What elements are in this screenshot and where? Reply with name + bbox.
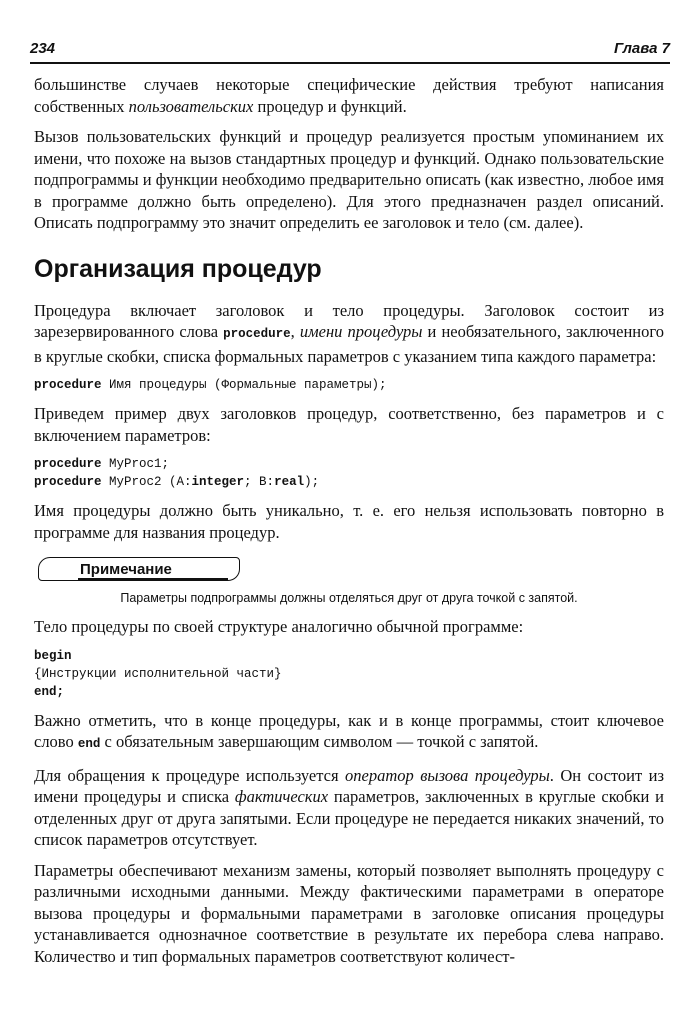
section-heading: Организация процедур [34, 254, 322, 283]
page-body [34, 74, 664, 976]
page-number: 234 [30, 40, 56, 57]
note-underline [78, 578, 228, 580]
running-header [30, 40, 670, 64]
paragraph: Важно отметить, что в конце процедуры, как и в конце программы, стоит ключевое слово end с обязательным завершающим символом — точкой с запятой. [34, 710, 664, 751]
paragraph: большинстве случаев некоторые специфические действия требуют написания собственных пользовательских процедур и функций. [34, 75, 664, 116]
code-block: begin {Инструкции исполнительной части} end; [34, 648, 282, 699]
code-block: procedure Имя процедуры (Формальные параметры); [34, 378, 387, 392]
paragraph: Тело процедуры по своей структуре аналогично обычной программе: [34, 617, 524, 636]
paragraph: Вызов пользовательских функций и процедур реализуется простым упоминанием их имени, что похоже на вызов стандартных процедур и функций. Однако пользовательские подпрограммы и функции необходимо предварительно описать (как известно, любое имя в программе должно быть определено). Для этого предназначен раздел описаний. Описать подпрограмму это значит определить ее заголовок и тело (см. далее). [34, 127, 664, 232]
paragraph: Процедура включает заголовок и тело процедуры. Заголовок состоит из зарезервированного слова procedure, имени процедуры и необязательного, заключенного в круглые скобки, списка формальных параметров с указанием типа каждого параметра: [34, 300, 664, 366]
paragraph: Для обращения к процедуре используется оператор вызова процедуры. Он состоит из имени процедуры и списка фактических параметров, заключенных в круглые скобки и отделенных друг от друга запятыми. Если процедуре не передается никаких значений, то список параметров отсутствует. [34, 765, 664, 849]
code-block: procedure MyProc1; procedure MyProc2 (A:integer; B:real); [34, 457, 320, 489]
paragraph: Приведем пример двух заголовков процедур, соответственно, без параметров и с включением параметров: [34, 404, 664, 445]
note-text: Параметры подпрограммы должны отделяться друг от друга точкой с запятой. [120, 591, 578, 605]
note-title: Примечание [80, 561, 172, 578]
paragraph: Имя процедуры должно быть уникально, т. е. его нельзя использовать повторно в программе для названия процедур. [34, 501, 664, 542]
note-label [34, 557, 664, 583]
paragraph: Параметры обеспечивают механизм замены, который позволяет выполнять процедуру с различными исходными данными. Между фактическими параметрами в операторе вызова процедуры и формальными параметрами в заголовке описания процедуры устанавливается однозначное соответствие в результате их перебора слева направо. Количество и тип формальных параметров соответствуют количест- [34, 860, 664, 966]
chapter-title: Глава 7 [613, 40, 670, 57]
